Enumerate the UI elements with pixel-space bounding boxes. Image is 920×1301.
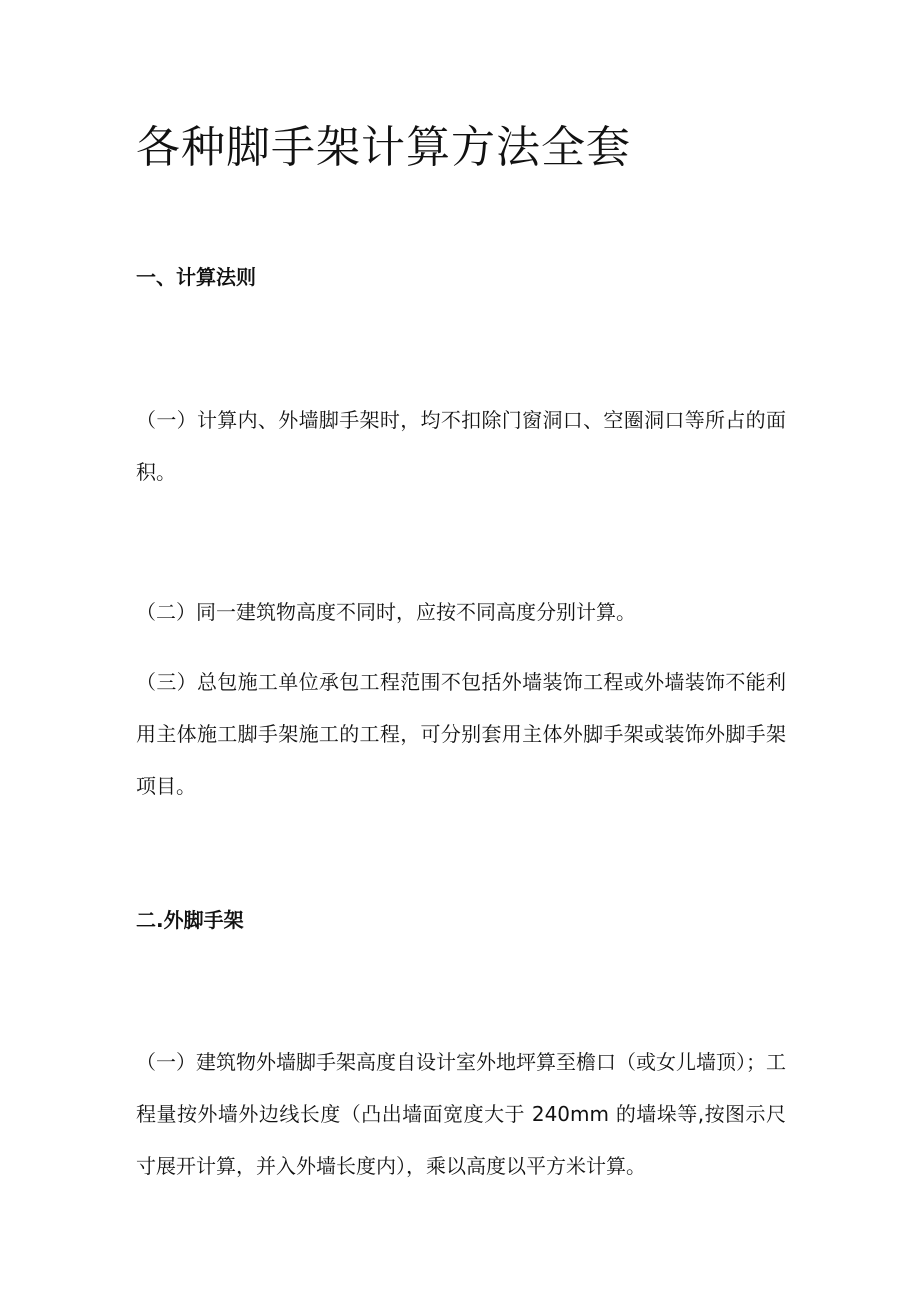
document-title: 各种脚手架计算方法全套 <box>136 122 631 173</box>
paragraph-rule-1: （一）计算内、外墙脚手架时，均不扣除门窗洞口、空圈洞口等所占的面积。 <box>136 408 786 484</box>
section-heading-rules: 一、计算法则 <box>136 265 256 289</box>
paragraph-rule-3: （三）总包施工单位承包工程范围不包括外墙装饰工程或外墙装饰不能利用主体施工脚手架施工的工程，可分别套用主体外脚手架或装饰外脚手架项目。 <box>136 670 786 798</box>
section-heading-external-scaffold: 二.外脚手架 <box>136 908 244 932</box>
paragraph-rule-2: （二）同一建筑物高度不同时，应按不同高度分别计算。 <box>136 600 636 624</box>
paragraph-external-scaffold-1: （一）建筑物外墙脚手架高度自设计室外地坪算至檐口（或女儿墙顶）；工程量按外墙外边线长度（凸出墙面宽度大于 240mm 的墙垛等,按图示尺寸展开计算，并入外墙长度内），乘以高度以平方米计算。 <box>136 1050 786 1178</box>
